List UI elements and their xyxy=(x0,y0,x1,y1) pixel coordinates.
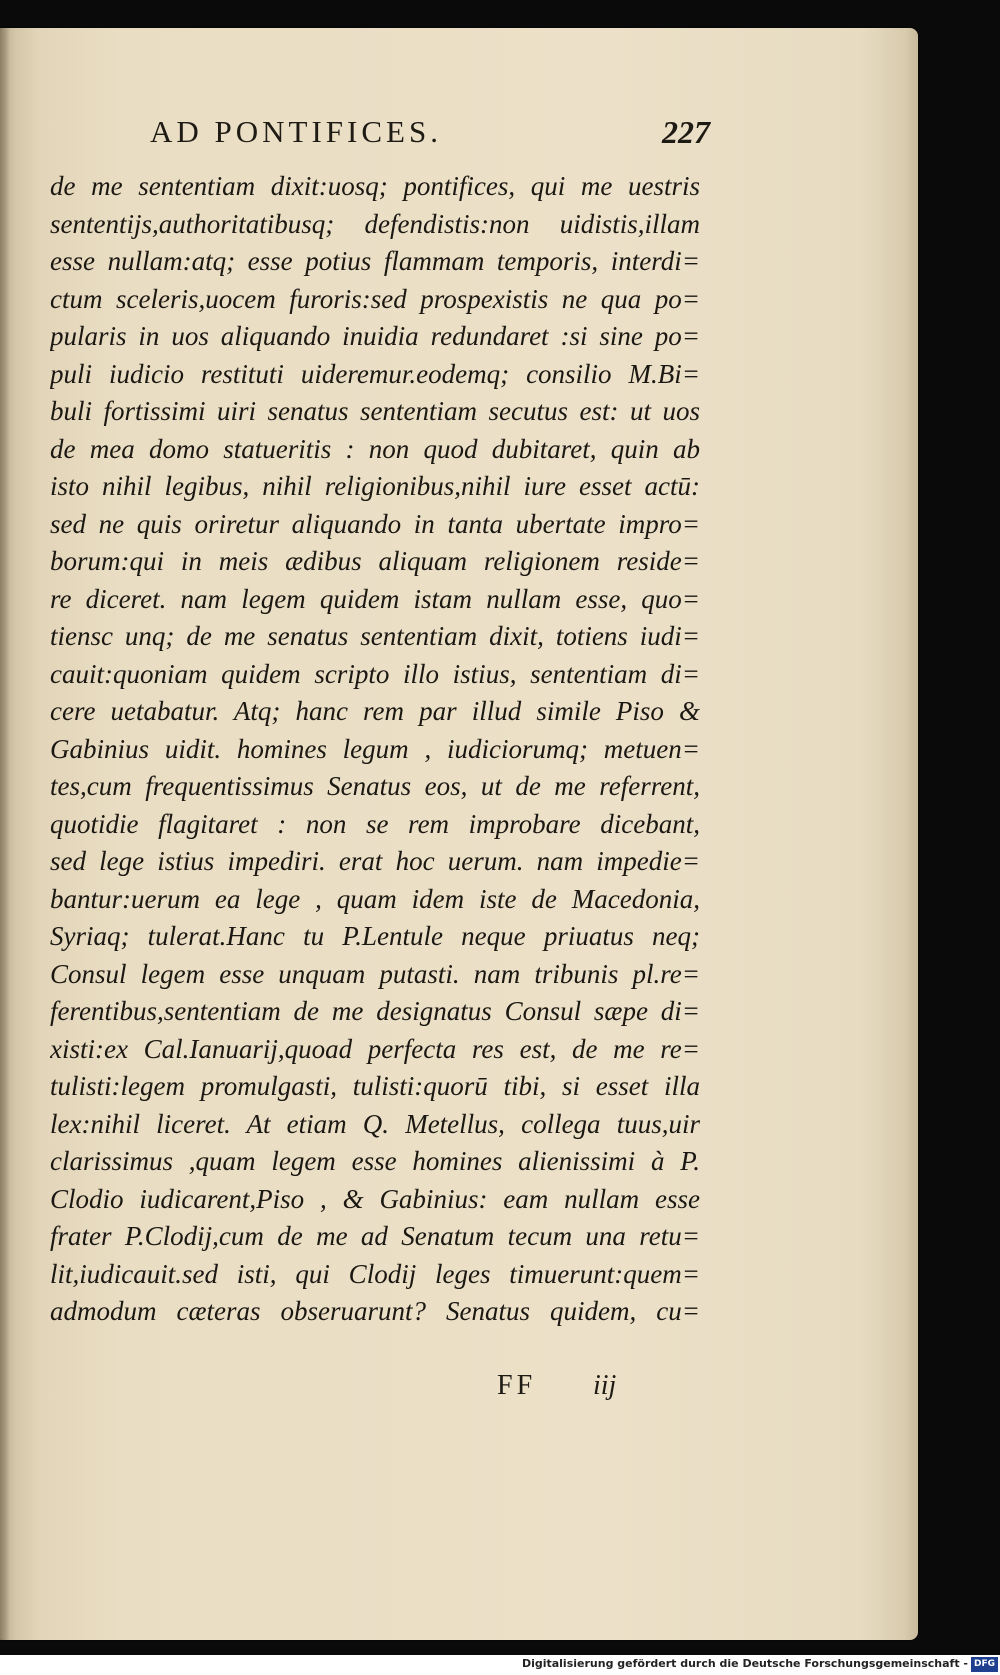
dfg-logo: DFG xyxy=(971,1657,998,1672)
text-line: Clodio iudicarent,Piso , & Gabinius: eam nullam esse xyxy=(50,1183,700,1214)
text-line: ctum sceleris,uocem furoris:sed prospexistis ne qua po= xyxy=(50,283,700,314)
text-line: sed lege istius impediri. erat hoc uerum. nam impedie= xyxy=(50,846,700,876)
text-line: lit,iudicauit.sed isti, qui Clodij leges timuerunt:quem= xyxy=(50,1258,700,1289)
text-line: de me sententiam dixit:uosq; pontifices, qui me uestris xyxy=(50,171,700,201)
text-line: isto nihil legibus, nihil religionibus,nihil iure esset actū: xyxy=(50,471,700,501)
text-line: ferentibus,sententiam de me designatus Consul sæpe di= xyxy=(50,996,700,1026)
text-line: puli iudicio restituti uideremur.eodemq; consilio M.Bi= xyxy=(50,358,700,389)
text-line: borum:qui in meis ædibus aliquam religionem reside= xyxy=(50,546,700,576)
text-line: cauit:quoniam quidem scripto illo istius, sententiam di= xyxy=(50,658,700,689)
text-line: re diceret. nam legem quidem istam nullam esse, quo= xyxy=(50,583,700,614)
text-line: pularis in uos aliquando inuidia redundaret :si sine po= xyxy=(50,321,700,351)
text-line: admodum cæteras obseruarunt? Senatus quidem, cu= xyxy=(50,1296,700,1326)
text-line: Syriaq; tulerat.Hanc tu P.Lentule neque priuatus neq; xyxy=(50,921,700,951)
footer-credit: Digitalisierung gefördert durch die Deutsche Forschungsgemeinschaft - xyxy=(521,1657,968,1670)
signature-number: iij xyxy=(593,1370,617,1401)
text-line: Gabinius uidit. homines legum , iudiciorumq; metuen= xyxy=(50,733,700,764)
text-line: xisti:ex Cal.Ianuarij,quoad perfecta res est, de me re= xyxy=(50,1033,700,1064)
text-line: cere uetabatur. Atq; hanc rem par illud simile Piso & xyxy=(50,696,700,726)
text-line: frater P.Clodij,cum de me ad Senatum tecum una retu= xyxy=(50,1221,700,1251)
text-line: quotidie flagitaret : non se rem improbare dicebant, xyxy=(50,808,700,839)
text-line: bantur:uerum ea lege , quam idem iste de Macedonia, xyxy=(50,883,700,914)
body-text xyxy=(50,168,700,1331)
text-line: lex:nihil liceret. At etiam Q. Metellus, collega tuus,uir xyxy=(50,1108,700,1139)
text-line: sententijs,authoritatibusq; defendistis:non uidistis,illam xyxy=(50,208,700,239)
footer-strip xyxy=(0,1655,1000,1675)
text-line: sed ne quis oriretur aliquando in tanta ubertate impro= xyxy=(50,508,700,539)
text-line: clarissimus ,quam legem esse homines alienissimi à P. xyxy=(50,1146,700,1176)
text-line: de mea domo statueritis : non quod dubitaret, quin ab xyxy=(50,433,700,464)
signature-letters: FF xyxy=(497,1370,537,1401)
text-line: tiensc unq; de me senatus sententiam dixit, totiens iudi= xyxy=(50,621,700,651)
text-line: esse nullam:atq; esse potius flammam temporis, interdi= xyxy=(50,246,700,276)
running-head: AD PONTIFICES. xyxy=(150,114,442,149)
text-line: buli fortissimi uiri senatus sententiam secutus est: ut uos xyxy=(50,396,700,426)
page-header xyxy=(150,114,710,154)
text-line: tes,cum frequentissimus Senatus eos, ut de me referrent, xyxy=(50,771,700,801)
signature-mark xyxy=(497,1370,657,1406)
page-number: 227 xyxy=(662,114,710,150)
text-line: tulisti:legem promulgasti, tulisti:quorū tibi, si esset illa xyxy=(50,1071,700,1101)
book-page xyxy=(0,28,918,1640)
text-line: Consul legem esse unquam putasti. nam tribunis pl.re= xyxy=(50,958,700,989)
